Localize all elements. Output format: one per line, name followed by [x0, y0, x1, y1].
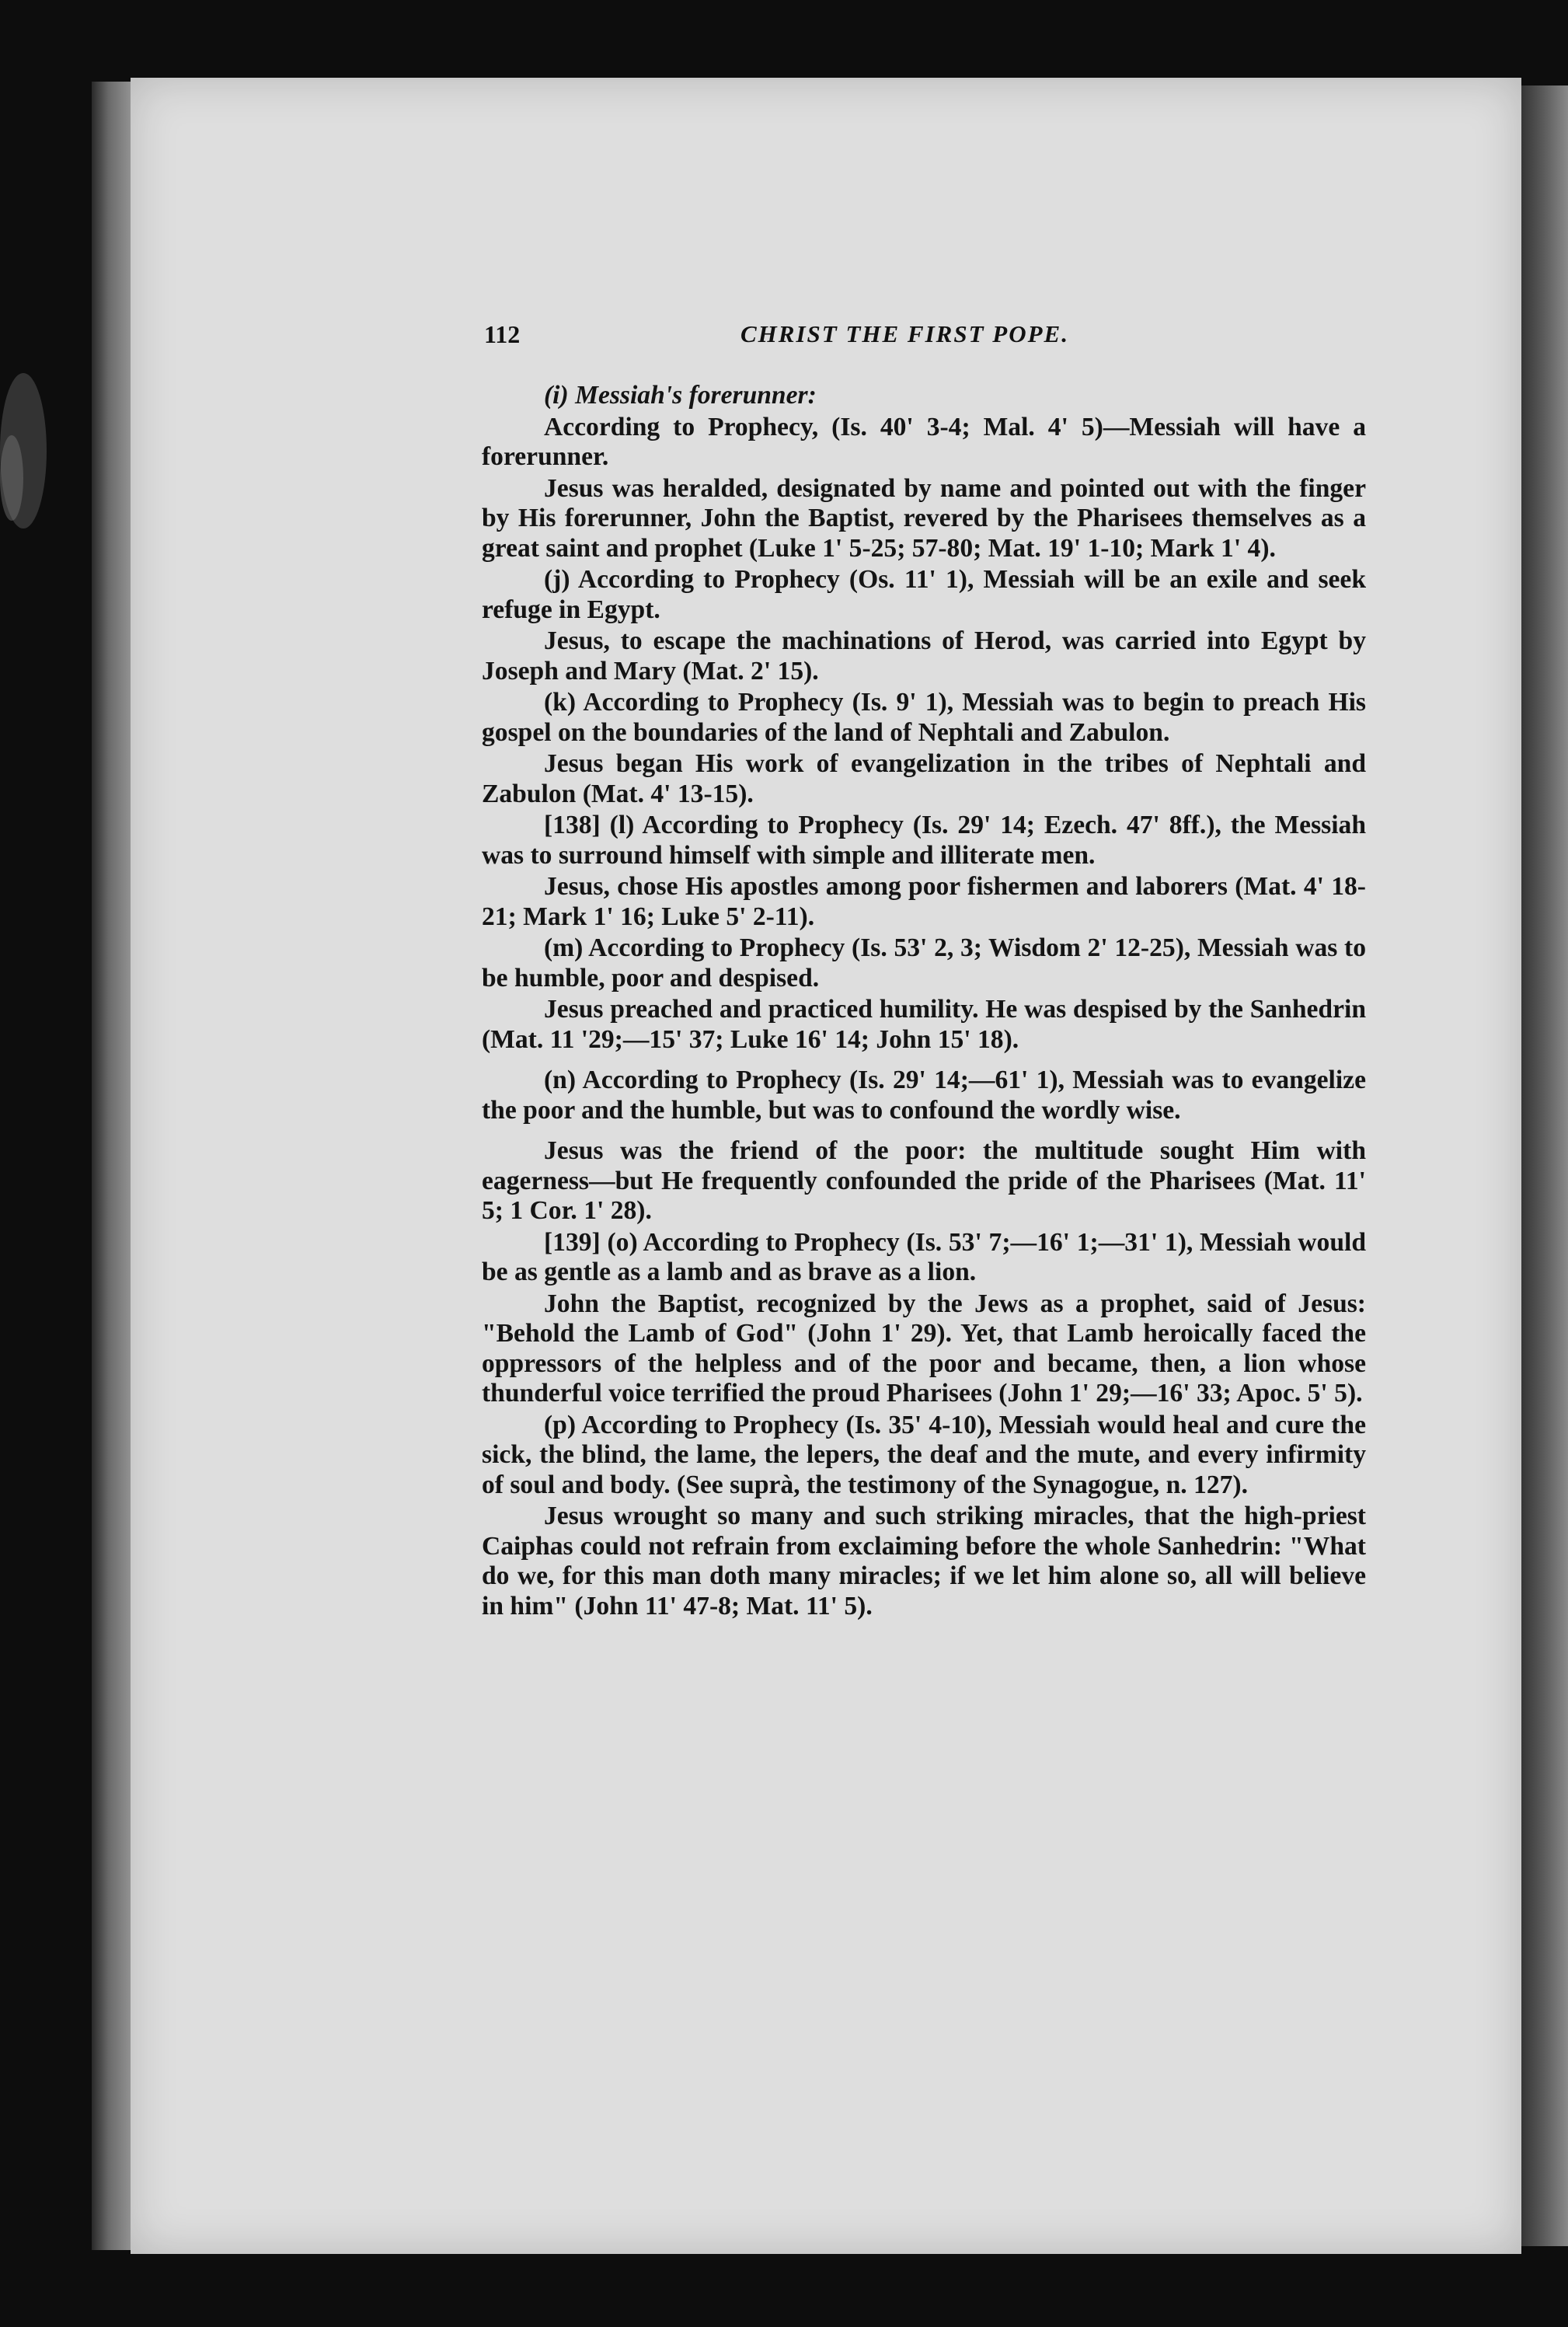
paragraph: According to Prophecy, (Is. 40' 3-4; Mal. 4' 5)—Messiah will have a forerunner.: [482, 412, 1366, 471]
paragraph: (k) According to Prophecy (Is. 9' 1), Messiah was to begin to preach His gospel on the boundaries of the land of Nephtali and Zabulon.: [482, 688, 1366, 747]
paragraph: Jesus, chose His apostles among poor fishermen and laborers (Mat. 4' 18-21; Mark 1' 16; Luke 5' 2-11).: [482, 872, 1366, 931]
paragraph: Jesus wrought so many and such striking miracles, that the high-priest Caiphas could not refrain from exclaiming before the whole Sanhedrin: "What do we, for this man doth many miracles; if we let him alone so, all will believe in him" (John 11' 47-8; Mat. 11' 5).: [482, 1502, 1366, 1621]
book-spine-edge: [92, 82, 135, 2250]
paragraph: (j) According to Prophecy (Os. 11' 1), Messiah will be an exile and seek refuge in Egypt.: [482, 565, 1366, 624]
running-head: CHRIST THE FIRST POPE.: [740, 320, 1069, 347]
page-number: 112: [484, 320, 521, 348]
paragraph: (p) According to Prophecy (Is. 35' 4-10), Messiah would heal and cure the sick, the blind, the lame, the lepers, the deaf and the mute, and every infirmity of soul and body. (See suprà, the testimony of the Synagogue, n. 127).: [482, 1410, 1366, 1499]
paragraph: (m) According to Prophecy (Is. 53' 2, 3; Wisdom 2' 12-25), Messiah was to be humble, poor and despised.: [482, 933, 1366, 993]
paragraph: John the Baptist, recognized by the Jews as a prophet, said of Jesus: "Behold the Lamb of God" (John 1' 29). Yet, that Lamb heroically faced the oppressors of the helpless and of the poor and became, then, a lion whose thunderful voice terrified the proud Pharisees (John 1' 29;—16' 33; Apoc. 5' 5).: [482, 1289, 1366, 1408]
section-heading: (i) Messiah's forerunner:: [544, 381, 817, 410]
paragraph: [138] (l) According to Prophecy (Is. 29' 14; Ezech. 47' 8ff.), the Messiah was to surround himself with simple and illiterate men.: [482, 811, 1366, 870]
paragraph: Jesus, to escape the machinations of Herod, was carried into Egypt by Joseph and Mary (Mat. 2' 15).: [482, 626, 1366, 686]
body-text: [482, 381, 1366, 1623]
paragraph: Jesus was heralded, designated by name and pointed out with the finger by His forerunner, John the Baptist, revered by the Pharisees themselves as a great saint and prophet (Luke 1' 5-25; 57-80; Mat. 19' 1-10; Mark 1' 4).: [482, 473, 1366, 563]
paragraph: [139] (o) According to Prophecy (Is. 53' 7;—16' 1;—31' 1), Messiah would be as gentle as a lamb and as brave as a lion.: [482, 1227, 1366, 1286]
paragraph: Jesus preached and practiced humility. He was despised by the Sanhedrin (Mat. 11 '29;—15' 37; Luke 16' 14; John 15' 18).: [482, 995, 1366, 1054]
paragraph: Jesus began His work of evangelization in the tribes of Nephtali and Zabulon (Mat. 4' 13-15).: [482, 749, 1366, 808]
paragraph: Jesus was the friend of the poor: the multitude sought Him with eagerness—but He frequently confounded the pride of the Pharisees (Mat. 11' 5; 1 Cor. 1' 28).: [482, 1136, 1366, 1225]
page-header: [484, 320, 1366, 359]
paragraph: (n) According to Prophecy (Is. 29' 14;—61' 1), Messiah was to evangelize the poor and the humble, but was to confound the wordly wise.: [482, 1066, 1366, 1125]
left-margin-smudge-2: [0, 435, 23, 521]
